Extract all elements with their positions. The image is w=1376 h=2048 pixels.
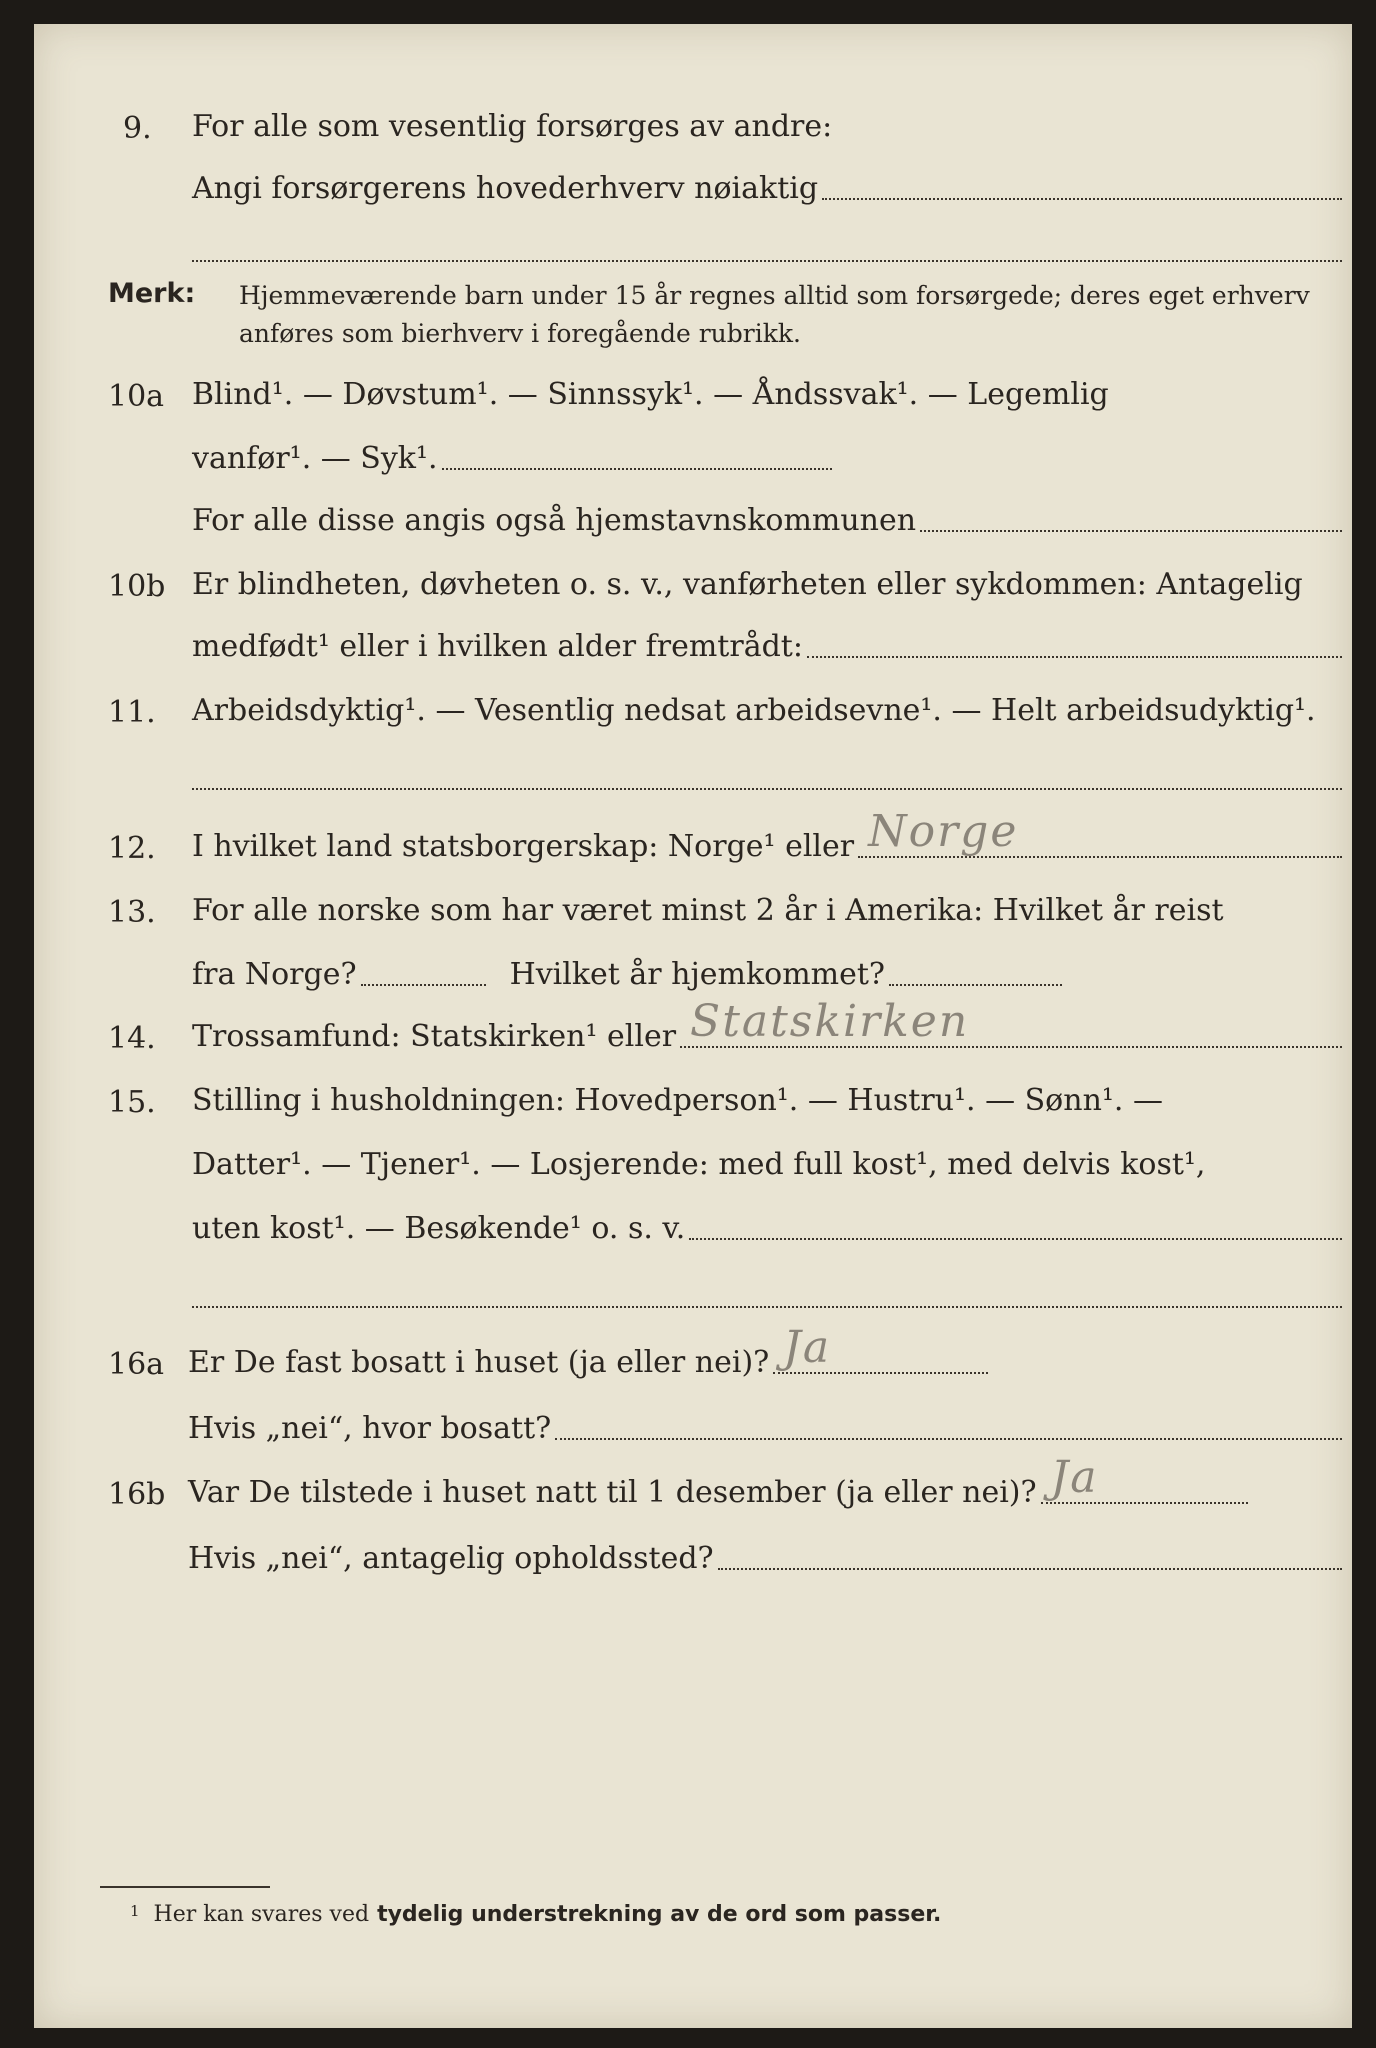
- q15-answer-field-2[interactable]: [192, 1306, 1342, 1308]
- q9-line2: [192, 171, 1342, 206]
- q10a-text3: For alle disse angis også hjemstavnskommunen: [192, 503, 917, 538]
- q13-hjemkommet-field[interactable]: [889, 984, 1062, 986]
- q12-handwritten-answer: Norge: [868, 806, 1019, 857]
- q9-answer-field-2[interactable]: [192, 260, 1342, 262]
- q10a-kommune-field[interactable]: [920, 530, 1342, 532]
- q15-text1: Stilling i husholdningen: Hovedperson¹. — Hustru¹. — Sønn¹. —: [192, 1083, 1163, 1118]
- q11-text1: Arbeidsdyktig¹. — Vesentlig nedsat arbeidsevne¹. — Helt arbeidsudyktig¹.: [192, 693, 1316, 728]
- footnote-text-b: tydelig understrekning av de ord som passer.: [377, 1902, 942, 1927]
- q16b-text1: Var De tilstede i huset natt til 1 desember (ja eller nei)?: [188, 1475, 1037, 1510]
- q14-handwritten-answer: Statskirken: [690, 996, 970, 1047]
- footnote-rule: [100, 1886, 270, 1888]
- q13-text1: For alle norske som har været minst 2 år i Amerika: Hvilket år reist: [192, 893, 1224, 928]
- footnote-text-a: Her kan svares ved: [153, 1902, 370, 1927]
- q14-text1: Trossamfund: Statskirken¹ eller: [192, 1019, 677, 1054]
- q11-number: 11.: [108, 695, 156, 730]
- q11-line1: [192, 693, 1316, 728]
- q15-line2: [192, 1147, 1206, 1182]
- q9-text2: Angi forsørgerens hovederhverv nøiaktig: [192, 171, 819, 206]
- q13-text2a: fra Norge?: [192, 957, 357, 992]
- q13-reist-field[interactable]: [361, 984, 486, 986]
- q15-answer-field[interactable]: [689, 1238, 1342, 1240]
- q15-line1: [192, 1083, 1163, 1118]
- merk-line1: [239, 283, 1310, 308]
- q10a-line3: [192, 503, 1342, 538]
- q16a-bosatt-field[interactable]: [555, 1438, 1342, 1440]
- q16b-handwritten-answer: Ja: [1050, 1452, 1099, 1503]
- q13-number: 13.: [108, 895, 156, 930]
- q10b-number: 10b: [108, 569, 166, 604]
- q12-number: 12.: [108, 831, 156, 866]
- q10b-text1: Er blindheten, døvheten o. s. v., vanførheten eller sykdommen: Antagelig: [192, 567, 1303, 602]
- merk-line2: [239, 321, 801, 346]
- q16a-line1: [188, 1322, 988, 1380]
- footnote: [130, 1904, 941, 1926]
- q10b-answer-field[interactable]: [807, 656, 1342, 658]
- q16a-handwritten-answer: Ja: [783, 1322, 832, 1373]
- q15-number: 15.: [108, 1085, 156, 1120]
- merk-label-text: Merk:: [108, 278, 196, 309]
- q16b-number: 16b: [108, 1477, 166, 1512]
- q16a-answer-field[interactable]: [773, 1322, 988, 1374]
- q10a-answer-field[interactable]: [442, 468, 832, 470]
- q10a-text2: vanfør¹. — Syk¹.: [192, 441, 438, 476]
- q16b-text2: Hvis „nei“, antagelig opholdssted?: [188, 1541, 714, 1576]
- q16b-answer-field[interactable]: [1041, 1452, 1248, 1504]
- q15-text3: uten kost¹. — Besøkende¹ o. s. v.: [192, 1211, 686, 1246]
- q10a-text1: Blind¹. — Døvstum¹. — Sinnssyk¹. — Åndssvak¹. — Legemlig: [192, 377, 1109, 412]
- q9-answer-field[interactable]: [822, 198, 1342, 200]
- q12-answer-field[interactable]: [858, 806, 1342, 858]
- q10a-line1: [192, 377, 1109, 412]
- q14-answer-field[interactable]: [680, 996, 1342, 1048]
- q10b-line2: [192, 629, 1342, 664]
- q16b-line1: [188, 1452, 1248, 1510]
- q16b-line2: [188, 1541, 1342, 1576]
- q13-line2: [192, 957, 1062, 992]
- q9-line1: [192, 109, 833, 144]
- q9-text1: For alle som vesentlig forsørges av andre:: [192, 109, 833, 144]
- q12-line1: [192, 806, 1342, 864]
- merk-text1: Hjemmeværende barn under 15 år regnes alltid som forsørgede; deres eget erhverv: [239, 281, 1310, 310]
- q9-number: 9.: [123, 111, 152, 146]
- q10b-line1: [192, 567, 1303, 602]
- q13-text2b: Hvilket år hjemkommet?: [509, 957, 886, 992]
- census-form-page: [34, 24, 1352, 2028]
- q16a-number: 16a: [108, 1347, 165, 1382]
- q10b-text2: medfødt¹ eller i hvilken alder fremtrådt:: [192, 629, 803, 664]
- q16b-opholdssted-field[interactable]: [718, 1568, 1342, 1570]
- q13-line1: [192, 893, 1224, 928]
- q15-line3: [192, 1211, 1342, 1246]
- q11-answer-field[interactable]: [192, 788, 1342, 790]
- merk-text2: anføres som bierhverv i foregående rubrikk.: [239, 319, 801, 348]
- q10a-number: 10a: [108, 379, 165, 414]
- q16a-line2: [188, 1411, 1342, 1446]
- merk-label: [108, 280, 195, 307]
- q10a-line2: [192, 441, 832, 476]
- footnote-mark: 1: [130, 1902, 140, 1920]
- q16a-text2: Hvis „nei“, hvor bosatt?: [188, 1411, 552, 1446]
- q15-text2: Datter¹. — Tjener¹. — Losjerende: med full kost¹, med delvis kost¹,: [192, 1147, 1206, 1182]
- q12-text1: I hvilket land statsborgerskap: Norge¹ eller: [192, 829, 855, 864]
- q14-number: 14.: [108, 1021, 156, 1056]
- q16a-text1: Er De fast bosatt i huset (ja eller nei)?: [188, 1345, 770, 1380]
- q14-line1: [192, 996, 1342, 1054]
